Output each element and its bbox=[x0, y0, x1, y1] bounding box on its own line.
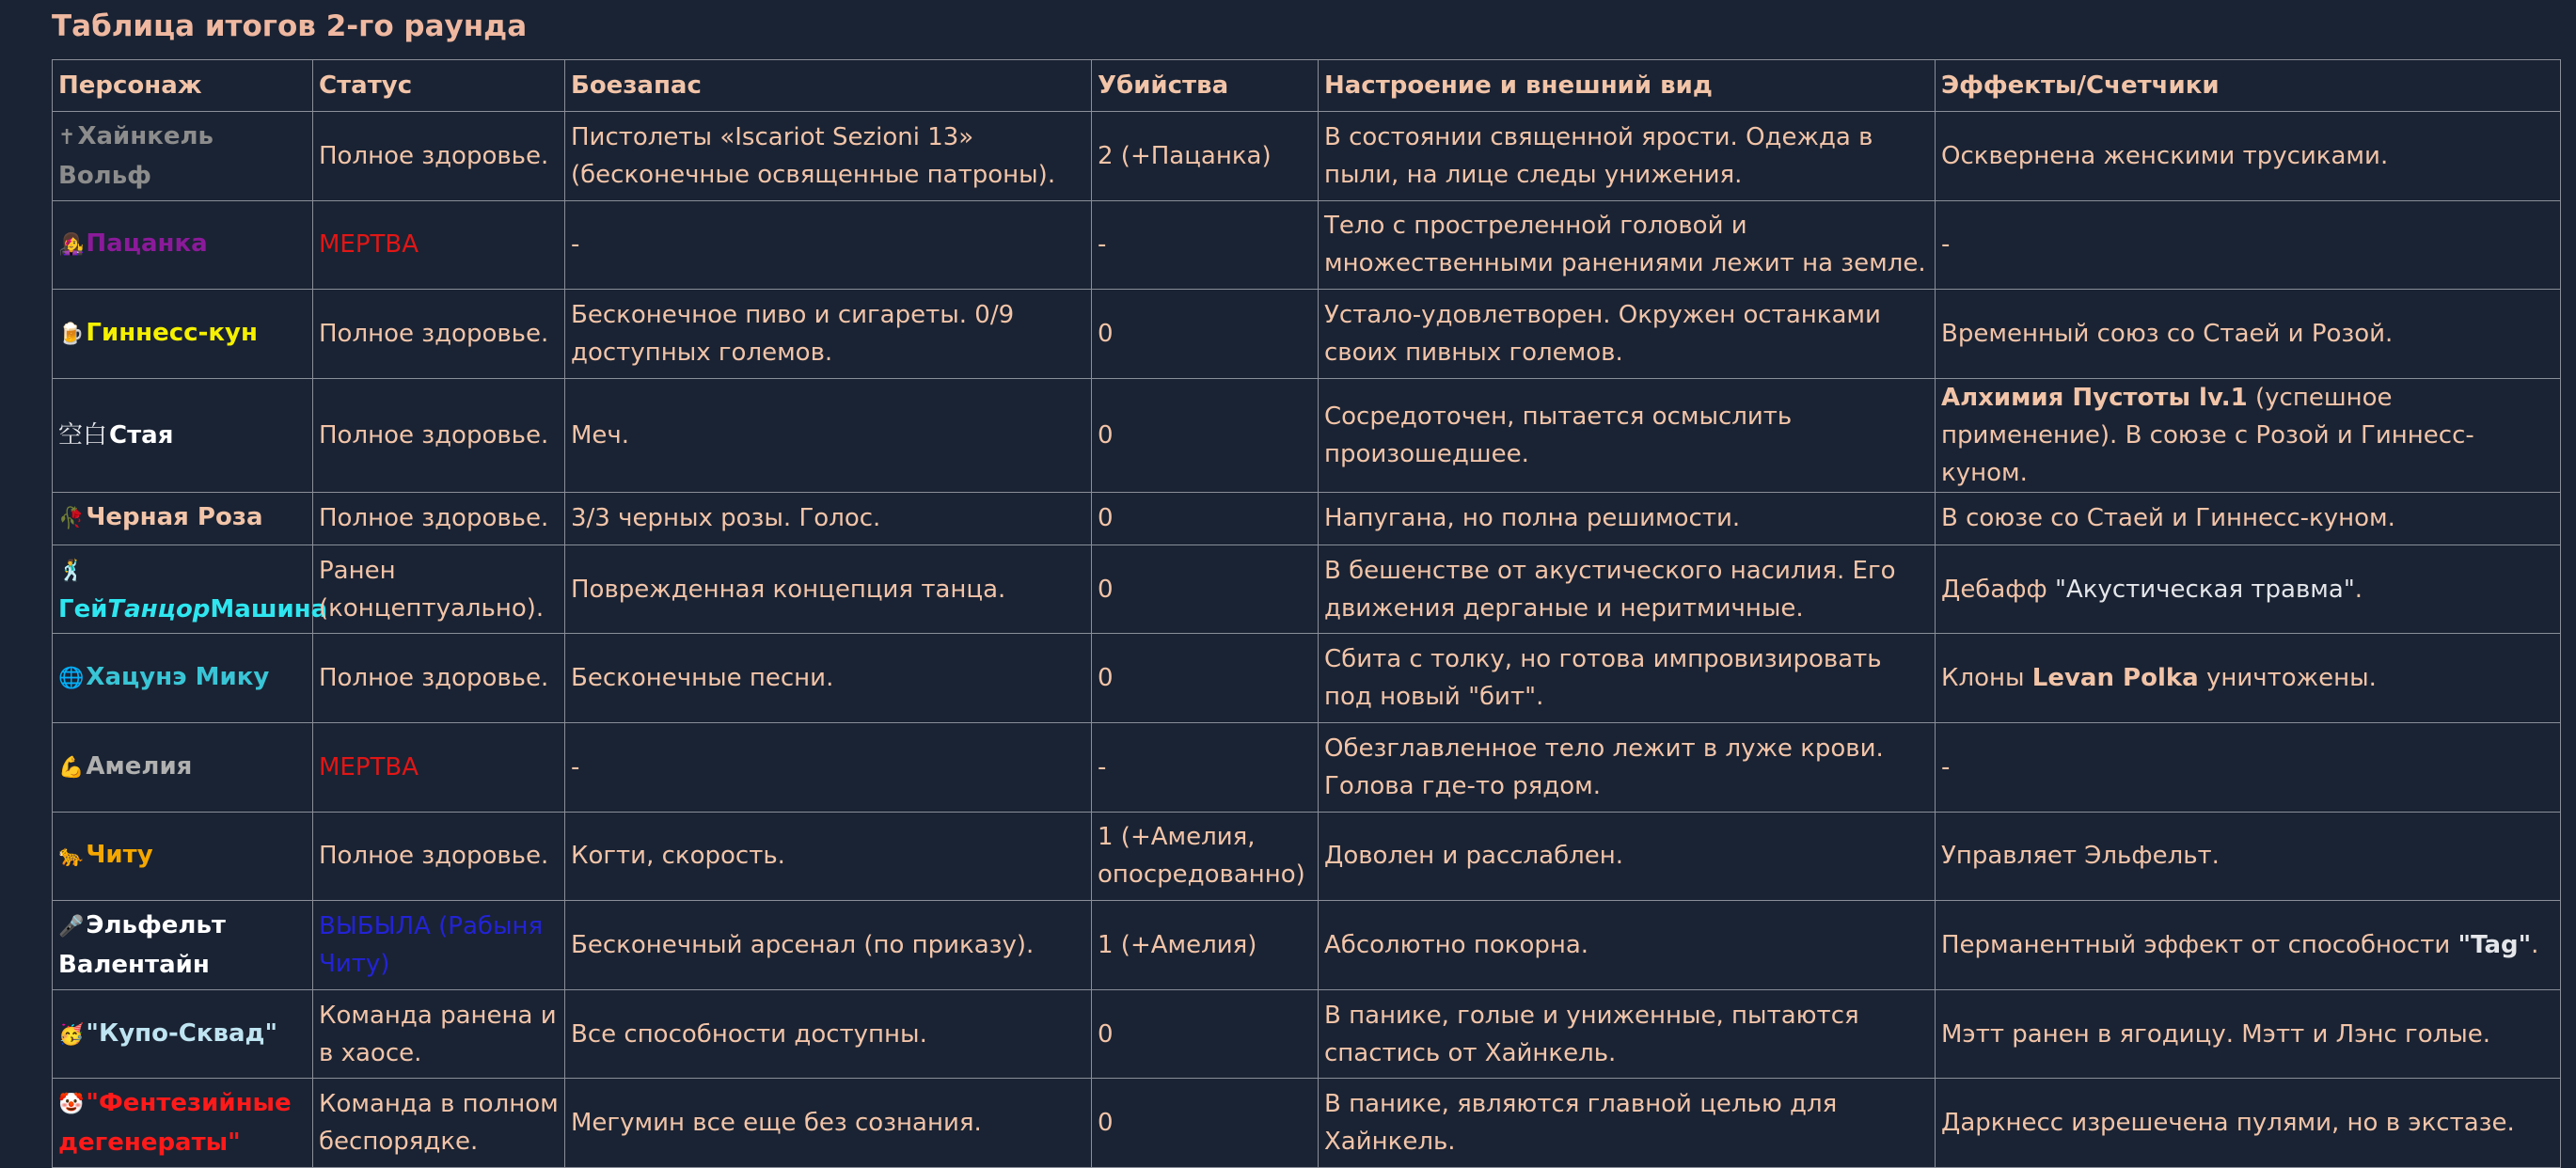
mood-cell: Сосредоточен, пытается осмыслить произошедшее. bbox=[1319, 378, 1936, 492]
kills-cell: 1 (+Амелия, опосредованно) bbox=[1092, 812, 1319, 901]
mood-cell: Тело с простреленной головой и множественными ранениями лежит на земле. bbox=[1319, 200, 1936, 290]
microphone-icon: 🎤 bbox=[58, 914, 85, 939]
kills-cell: 2 (+Пацанка) bbox=[1092, 112, 1319, 201]
effects-cell: Временный союз со Стаей и Розой. bbox=[1936, 290, 2561, 379]
status-cell: Полное здоровье. bbox=[313, 492, 565, 545]
ammo-cell: Меч. bbox=[565, 378, 1092, 492]
character-name: ГейТанцорМашина bbox=[58, 594, 328, 623]
kills-cell: 0 bbox=[1092, 290, 1319, 379]
table-row bbox=[53, 290, 2561, 379]
ammo-cell: 3/3 черных розы. Голос. bbox=[565, 492, 1092, 545]
character-cell bbox=[53, 722, 313, 812]
effects-cell: Мэтт ранен в ягодицу. Мэтт и Лэнс голые. bbox=[1936, 989, 2561, 1079]
header-mood: Настроение и внешний вид bbox=[1319, 60, 1936, 112]
ammo-cell: - bbox=[565, 200, 1092, 290]
header-ammo: Боезапас bbox=[565, 60, 1092, 112]
status-cell: ВЫБЫЛА (Рабыня Читу) bbox=[313, 901, 565, 990]
effects-cell: В союзе со Стаей и Гиннесс-куном. bbox=[1936, 492, 2561, 545]
kills-cell: 0 bbox=[1092, 634, 1319, 723]
kanji-blank-icon: 空白 bbox=[58, 420, 108, 450]
beer-mug-icon: 🍺 bbox=[58, 322, 85, 346]
status-cell: Полное здоровье. bbox=[313, 378, 565, 492]
ammo-cell: Бесконечные песни. bbox=[565, 634, 1092, 723]
table-row bbox=[53, 492, 2561, 545]
character-name: 🐆Читу bbox=[58, 841, 153, 870]
globe-icon: 🌐 bbox=[58, 667, 85, 691]
status-cell: МЕРТВА bbox=[313, 200, 565, 290]
round-summary-table bbox=[52, 59, 2561, 1168]
character-cell bbox=[53, 545, 328, 634]
table-row bbox=[53, 722, 2561, 812]
header-effects: Эффекты/Счетчики bbox=[1936, 60, 2561, 112]
kills-cell: - bbox=[1092, 722, 1319, 812]
character-name: 👩‍🎤Пацанка bbox=[58, 229, 208, 259]
ammo-cell: Мегумин все еще без сознания. bbox=[565, 1079, 1092, 1168]
effects-cell: Управляет Эльфельт. bbox=[1936, 812, 2561, 901]
character-cell bbox=[53, 634, 313, 723]
wilted-rose-icon: 🥀 bbox=[58, 507, 85, 531]
mood-cell: Абсолютно покорна. bbox=[1319, 901, 1936, 990]
effects-cell: - bbox=[1936, 722, 2561, 812]
character-name: 🎤Эльфельт Валентайн bbox=[58, 910, 226, 979]
character-cell bbox=[53, 989, 313, 1079]
clown-face-icon: 🤡 bbox=[58, 1093, 85, 1117]
character-cell bbox=[53, 200, 313, 290]
mood-cell: В бешенстве от акустического насилия. Его движения дерганые и неритмичные. bbox=[1319, 545, 1936, 634]
mood-cell: Устало-удовлетворен. Окружен останками своих пивных големов. bbox=[1319, 290, 1936, 379]
kills-cell: 0 bbox=[1092, 492, 1319, 545]
table-row bbox=[53, 378, 2561, 492]
character-name: 🌐Хацунэ Мику bbox=[58, 663, 270, 692]
kills-cell: 0 bbox=[1092, 545, 1319, 634]
kills-cell: 0 bbox=[1092, 989, 1319, 1079]
character-cell bbox=[53, 290, 313, 379]
character-name: 💪Амелия bbox=[58, 751, 193, 781]
dancing-man-icon: 🕺 bbox=[58, 559, 85, 583]
ammo-cell: Бесконечный арсенал (по приказу). bbox=[565, 901, 1092, 990]
table-row bbox=[53, 1079, 2561, 1168]
ammo-cell: Бесконечное пиво и сигареты. 0/9 доступных големов. bbox=[565, 290, 1092, 379]
status-cell: Полное здоровье. bbox=[313, 812, 565, 901]
status-cell: Полное здоровье. bbox=[313, 112, 565, 201]
table-header-row bbox=[53, 60, 2561, 112]
character-cell bbox=[53, 492, 313, 545]
mood-cell: Напугана, но полна решимости. bbox=[1319, 492, 1936, 545]
header-kills: Убийства bbox=[1092, 60, 1319, 112]
page-title: Таблица итогов 2-го раунда bbox=[52, 9, 528, 43]
character-cell bbox=[53, 112, 313, 201]
ammo-cell: - bbox=[565, 722, 1092, 812]
leopard-icon: 🐆 bbox=[58, 844, 85, 869]
character-name: 🤡"Фентезийные дегенераты" bbox=[58, 1089, 292, 1158]
table-row bbox=[53, 901, 2561, 990]
cross-icon: ✝ bbox=[58, 125, 76, 150]
effects-cell: Алхимия Пустоты lv.1 (успешное применение). В союзе с Розой и Гиннесс-куном. bbox=[1936, 378, 2561, 492]
status-cell: МЕРТВА bbox=[313, 722, 565, 812]
effects-cell: Клоны Levan Polka уничтожены. bbox=[1936, 634, 2561, 723]
header-character: Персонаж bbox=[53, 60, 313, 112]
character-name: 🥳"Купо-Сквад" bbox=[58, 1018, 278, 1048]
status-cell: Ранен (концептуально). bbox=[313, 545, 565, 634]
character-cell bbox=[53, 901, 313, 990]
ammo-cell: Поврежденная концепция танца. bbox=[565, 545, 1092, 634]
character-name: 🍺Гиннесс-кун bbox=[58, 318, 258, 347]
character-cell bbox=[53, 378, 313, 492]
table-row bbox=[53, 200, 2561, 290]
kills-cell: - bbox=[1092, 200, 1319, 290]
table-row bbox=[53, 989, 2561, 1079]
skill-name: Алхимия Пустоты lv.1 bbox=[1941, 383, 2248, 412]
table-row bbox=[53, 545, 2561, 634]
status-cell: Полное здоровье. bbox=[313, 290, 565, 379]
character-cell bbox=[53, 812, 313, 901]
effects-cell: Дебафф "Акустическая травма". bbox=[1936, 545, 2561, 634]
header-status: Статус bbox=[313, 60, 565, 112]
ammo-cell: Когти, скорость. bbox=[565, 812, 1092, 901]
kills-cell: 0 bbox=[1092, 1079, 1319, 1168]
mood-cell: Сбита с толку, но готова импровизировать под новый "бит". bbox=[1319, 634, 1936, 723]
effects-cell: Осквернена женскими трусиками. bbox=[1936, 112, 2561, 201]
effects-cell: Перманентный эффект от способности "Tag". bbox=[1936, 901, 2561, 990]
kills-cell: 1 (+Амелия) bbox=[1092, 901, 1319, 990]
flexed-biceps-icon: 💪 bbox=[58, 755, 85, 780]
table-row bbox=[53, 812, 2561, 901]
character-name: ✝Хайнкель Вольф bbox=[58, 121, 213, 190]
woman-singer-icon: 👩‍🎤 bbox=[58, 233, 85, 258]
table-row bbox=[53, 112, 2561, 201]
mood-cell: В панике, голые и униженные, пытаются спастись от Хайнкель. bbox=[1319, 989, 1936, 1079]
status-cell: Полное здоровье. bbox=[313, 634, 565, 723]
character-name: 空白Стая bbox=[58, 420, 174, 450]
status-cell: Команда ранена и в хаосе. bbox=[313, 989, 565, 1079]
effects-cell: Даркнесс изрешечена пулями, но в экстазе. bbox=[1936, 1079, 2561, 1168]
character-cell bbox=[53, 1079, 313, 1168]
kills-cell: 0 bbox=[1092, 378, 1319, 492]
mood-cell: Доволен и расслаблен. bbox=[1319, 812, 1936, 901]
character-name: 🥀Черная Роза bbox=[58, 503, 263, 532]
mood-cell: В состоянии священной ярости. Одежда в пыли, на лице следы унижения. bbox=[1319, 112, 1936, 201]
table-row bbox=[53, 634, 2561, 723]
mood-cell: Обезглавленное тело лежит в луже крови. Голова где-то рядом. bbox=[1319, 722, 1936, 812]
partying-face-icon: 🥳 bbox=[58, 1022, 85, 1047]
status-cell: Команда в полном беспорядке. bbox=[313, 1079, 565, 1168]
ammo-cell: Все способности доступны. bbox=[565, 989, 1092, 1079]
effects-cell: - bbox=[1936, 200, 2561, 290]
mood-cell: В панике, являются главной целью для Хайнкель. bbox=[1319, 1079, 1936, 1168]
ammo-cell: Пистолеты «Iscariot Sezioni 13» (бесконечные освященные патроны). bbox=[565, 112, 1092, 201]
